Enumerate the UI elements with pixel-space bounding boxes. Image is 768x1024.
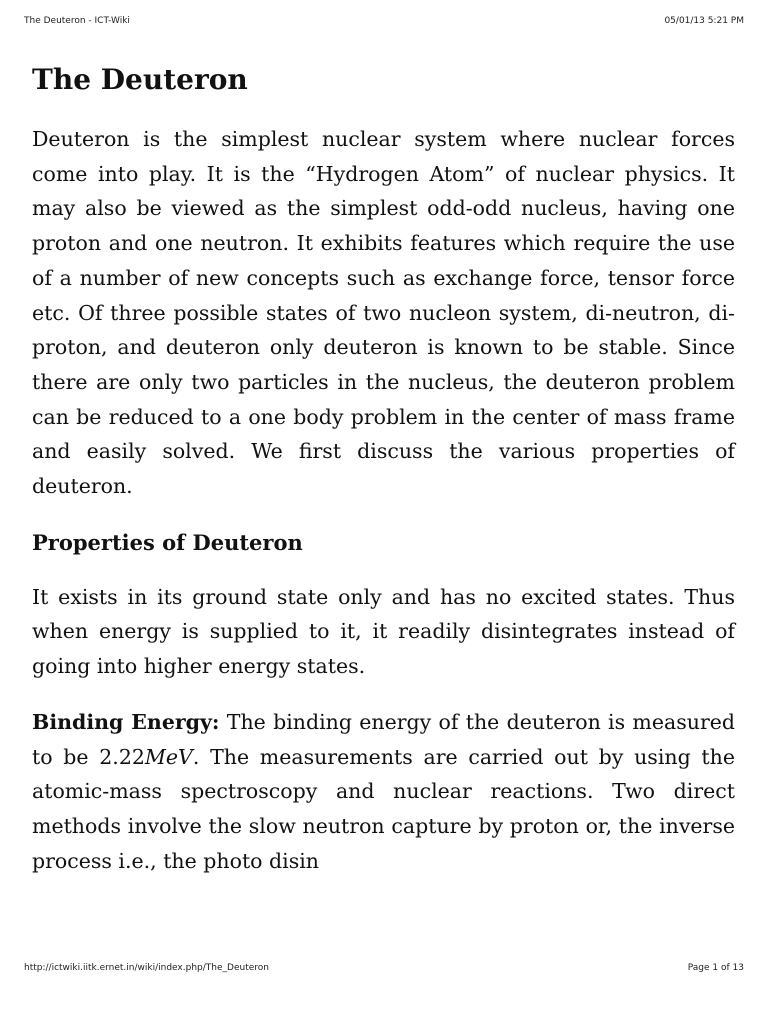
article-content bbox=[32, 58, 735, 878]
binding-energy-text-after: . The measurements are carried out by using the atomic-mass spectroscopy and nuclear reactions. Two direct methods involve the slow neutron capture by proton or, the inverse process i.e., the photo disin bbox=[32, 744, 735, 873]
binding-energy-text-before: The binding energy of the deuteron is measured to be 2.22 bbox=[32, 709, 735, 769]
page-title: The Deuteron bbox=[32, 63, 248, 96]
section-heading: Properties of Deuteron bbox=[32, 529, 303, 555]
binding-energy-term: Binding Energy: bbox=[32, 709, 220, 734]
footer-url-link[interactable]: http://ictwiki.iitk.ernet.in/wiki/index.php/The_Deuteron bbox=[24, 963, 269, 973]
print-header bbox=[24, 14, 744, 28]
header-datetime: 05/01/13 5:21 PM bbox=[664, 16, 744, 26]
page-indicator: Page 1 of 13 bbox=[687, 963, 744, 973]
print-footer bbox=[24, 961, 744, 975]
binding-energy-paragraph bbox=[32, 705, 735, 879]
intro-paragraph: Deuteron is the simplest nuclear system where nuclear forces come into play. It is the “Hydrogen Atom” of nuclear physics. It may also be viewed as the simplest odd-odd nucleus, having one proton and one neutron. It exhibits features which require the use of a number of new concepts such as exchange force, tensor force etc. Of three possible states of two nucleon system, di-neutron, di-proton, and deuteron only deuteron is known to be stable. Since there are only two particles in the nucleus, the deuteron problem can be reduced to a one body problem in the center of mass frame and easily solved. We first discuss the various properties of deuteron. bbox=[32, 127, 735, 499]
binding-energy-unit: MeV bbox=[144, 744, 193, 769]
header-page-title: The Deuteron - ICT-Wiki bbox=[24, 16, 130, 26]
ground-state-paragraph: It exists in its ground state only and has no excited states. Thus when energy is supplied to it, it readily disintegrates instead of going into higher energy states. bbox=[32, 584, 735, 679]
